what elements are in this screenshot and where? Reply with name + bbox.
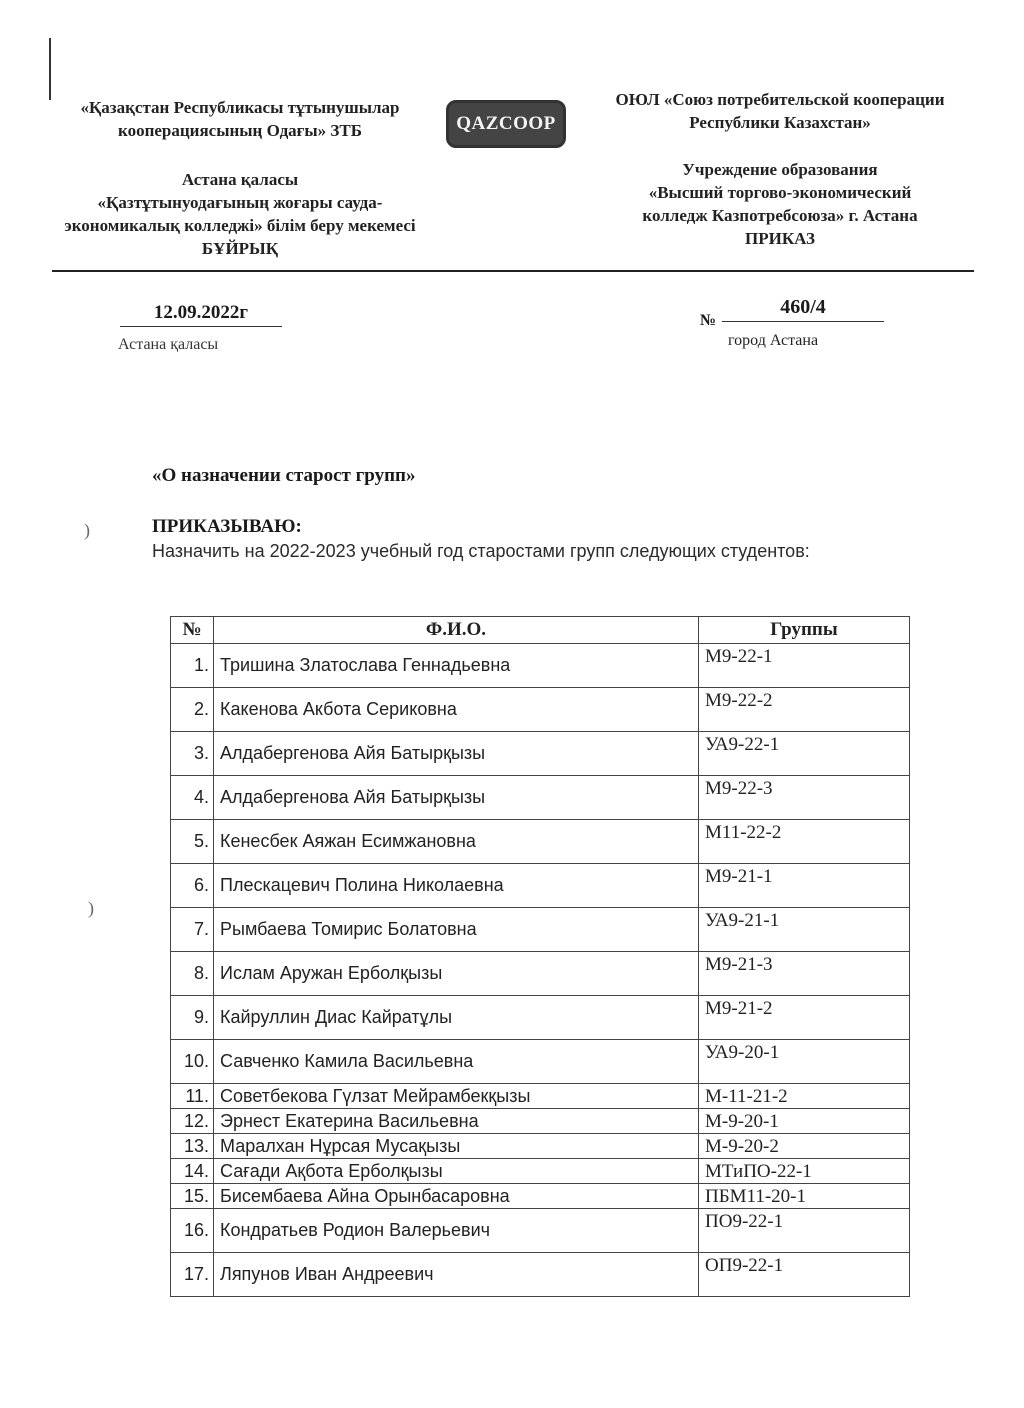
row-number: 1. bbox=[171, 644, 214, 688]
left-city: Астана қаласы bbox=[181, 170, 299, 189]
table-row bbox=[171, 1040, 910, 1084]
student-name: Савченко Камила Васильевна bbox=[214, 1040, 699, 1084]
student-name: Тришина Златослава Геннадьевна bbox=[214, 644, 699, 688]
row-number: 8. bbox=[171, 952, 214, 996]
table-row bbox=[171, 776, 910, 820]
right-org-line1: ОЮЛ «Союз потребительской кооперации bbox=[615, 90, 945, 109]
group-code: М9-21-2 bbox=[699, 996, 910, 1040]
group-code: М-9-20-2 bbox=[699, 1134, 910, 1159]
table-row bbox=[171, 820, 910, 864]
student-name: Плескацевич Полина Николаевна bbox=[214, 864, 699, 908]
table-row bbox=[171, 1159, 910, 1184]
row-number: 15. bbox=[171, 1184, 214, 1209]
group-code: М9-21-3 bbox=[699, 952, 910, 996]
city-ru: город Астана bbox=[728, 332, 819, 349]
table-row bbox=[171, 1184, 910, 1209]
left-org-header bbox=[30, 96, 450, 142]
right-inst-line3: колледж Казпотребсоюза» г. Астана bbox=[642, 206, 918, 225]
row-number: 13. bbox=[171, 1134, 214, 1159]
right-doc-type: ПРИКАЗ bbox=[745, 229, 815, 248]
right-inst-line2: «Высший торгово-экономический bbox=[648, 183, 912, 202]
row-number: 16. bbox=[171, 1209, 214, 1253]
row-number: 3. bbox=[171, 732, 214, 776]
col-header-group: Группы bbox=[699, 617, 910, 644]
number-label: № bbox=[700, 312, 717, 329]
table-row bbox=[171, 644, 910, 688]
header-divider bbox=[52, 270, 974, 272]
table-row bbox=[171, 732, 910, 776]
left-inst-line2: экономикалық колледжі» білім беру мекемесі bbox=[64, 216, 416, 235]
left-org-line2: кооперациясының Одағы» ЗТБ bbox=[118, 121, 362, 140]
table-row bbox=[171, 996, 910, 1040]
order-date: 12.09.2022г bbox=[120, 302, 282, 327]
student-name: Советбекова Гүлзат Мейрамбекқызы bbox=[214, 1084, 699, 1109]
margin-bracket: ) bbox=[84, 520, 90, 540]
students-table bbox=[170, 616, 910, 1297]
qazcoop-logo bbox=[446, 100, 566, 148]
row-number: 4. bbox=[171, 776, 214, 820]
table-row bbox=[171, 688, 910, 732]
student-name: Ляпунов Иван Андреевич bbox=[214, 1253, 699, 1297]
order-word: ПРИКАЗЫВАЮ: bbox=[152, 516, 302, 537]
margin-bracket: ) bbox=[88, 898, 94, 918]
order-paragraph: Назначить на 2022-2023 учебный год старостами групп следующих студентов: bbox=[152, 541, 810, 561]
group-code: УА9-21-1 bbox=[699, 908, 910, 952]
left-org-line1: «Қазақстан Республикасы тұтынушылар bbox=[80, 98, 400, 117]
group-code: М11-22-2 bbox=[699, 820, 910, 864]
left-inst-line1: «Қазтұтынуодағының жоғары сауда- bbox=[97, 193, 383, 212]
right-inst-header bbox=[575, 158, 985, 250]
row-number: 5. bbox=[171, 820, 214, 864]
group-code: М-11-21-2 bbox=[699, 1084, 910, 1109]
right-org-line2: Республики Казахстан» bbox=[689, 113, 871, 132]
table-row bbox=[171, 1109, 910, 1134]
table-row bbox=[171, 1084, 910, 1109]
col-header-name: Ф.И.О. bbox=[214, 617, 699, 644]
group-code: ОП9-22-1 bbox=[699, 1253, 910, 1297]
left-doc-type: БҰЙРЫҚ bbox=[201, 239, 279, 258]
left-inst-header bbox=[30, 168, 450, 260]
table-row bbox=[171, 864, 910, 908]
student-name: Кайруллин Диас Кайратұлы bbox=[214, 996, 699, 1040]
group-code: УА9-20-1 bbox=[699, 1040, 910, 1084]
student-name: Бисембаева Айна Орынбасаровна bbox=[214, 1184, 699, 1209]
student-name: Алдабергенова Айя Батырқызы bbox=[214, 776, 699, 820]
group-code: М-9-20-1 bbox=[699, 1109, 910, 1134]
row-number: 11. bbox=[171, 1084, 214, 1109]
group-code: УА9-22-1 bbox=[699, 732, 910, 776]
margin-mark bbox=[49, 38, 51, 100]
table-row bbox=[171, 908, 910, 952]
row-number: 2. bbox=[171, 688, 214, 732]
row-number: 14. bbox=[171, 1159, 214, 1184]
order-number: 460/4 bbox=[722, 296, 884, 322]
group-code: М9-22-3 bbox=[699, 776, 910, 820]
row-number: 17. bbox=[171, 1253, 214, 1297]
table-row bbox=[171, 952, 910, 996]
logo-text: QAZCOOP bbox=[456, 113, 556, 134]
student-name: Алдабергенова Айя Батырқызы bbox=[214, 732, 699, 776]
student-name: Сағади Ақбота Ерболқызы bbox=[214, 1159, 699, 1184]
row-number: 9. bbox=[171, 996, 214, 1040]
group-code: МТиПО-22-1 bbox=[699, 1159, 910, 1184]
row-number: 12. bbox=[171, 1109, 214, 1134]
table-row bbox=[171, 1209, 910, 1253]
group-code: ПБМ11-20-1 bbox=[699, 1184, 910, 1209]
table-header-row bbox=[171, 617, 910, 644]
student-name: Маралхан Нұрсая Мусақызы bbox=[214, 1134, 699, 1159]
right-org-header bbox=[575, 88, 985, 134]
table-row bbox=[171, 1134, 910, 1159]
group-code: М9-21-1 bbox=[699, 864, 910, 908]
student-name: Кондратьев Родион Валерьевич bbox=[214, 1209, 699, 1253]
student-name: Ислам Аружан Ерболқызы bbox=[214, 952, 699, 996]
student-name: Кенесбек Аяжан Есимжановна bbox=[214, 820, 699, 864]
col-header-number: № bbox=[171, 617, 214, 644]
student-name: Эрнест Екатерина Васильевна bbox=[214, 1109, 699, 1134]
right-inst-line1: Учреждение образования bbox=[682, 160, 878, 179]
group-code: М9-22-1 bbox=[699, 644, 910, 688]
row-number: 7. bbox=[171, 908, 214, 952]
row-number: 6. bbox=[171, 864, 214, 908]
group-code: М9-22-2 bbox=[699, 688, 910, 732]
student-name: Рымбаева Томирис Болатовна bbox=[214, 908, 699, 952]
table-row bbox=[171, 1253, 910, 1297]
group-code: ПО9-22-1 bbox=[699, 1209, 910, 1253]
student-name: Какенова Акбота Сериковна bbox=[214, 688, 699, 732]
city-kz: Астана қаласы bbox=[118, 336, 219, 353]
row-number: 10. bbox=[171, 1040, 214, 1084]
order-title: «О назначении старост групп» bbox=[152, 465, 416, 486]
